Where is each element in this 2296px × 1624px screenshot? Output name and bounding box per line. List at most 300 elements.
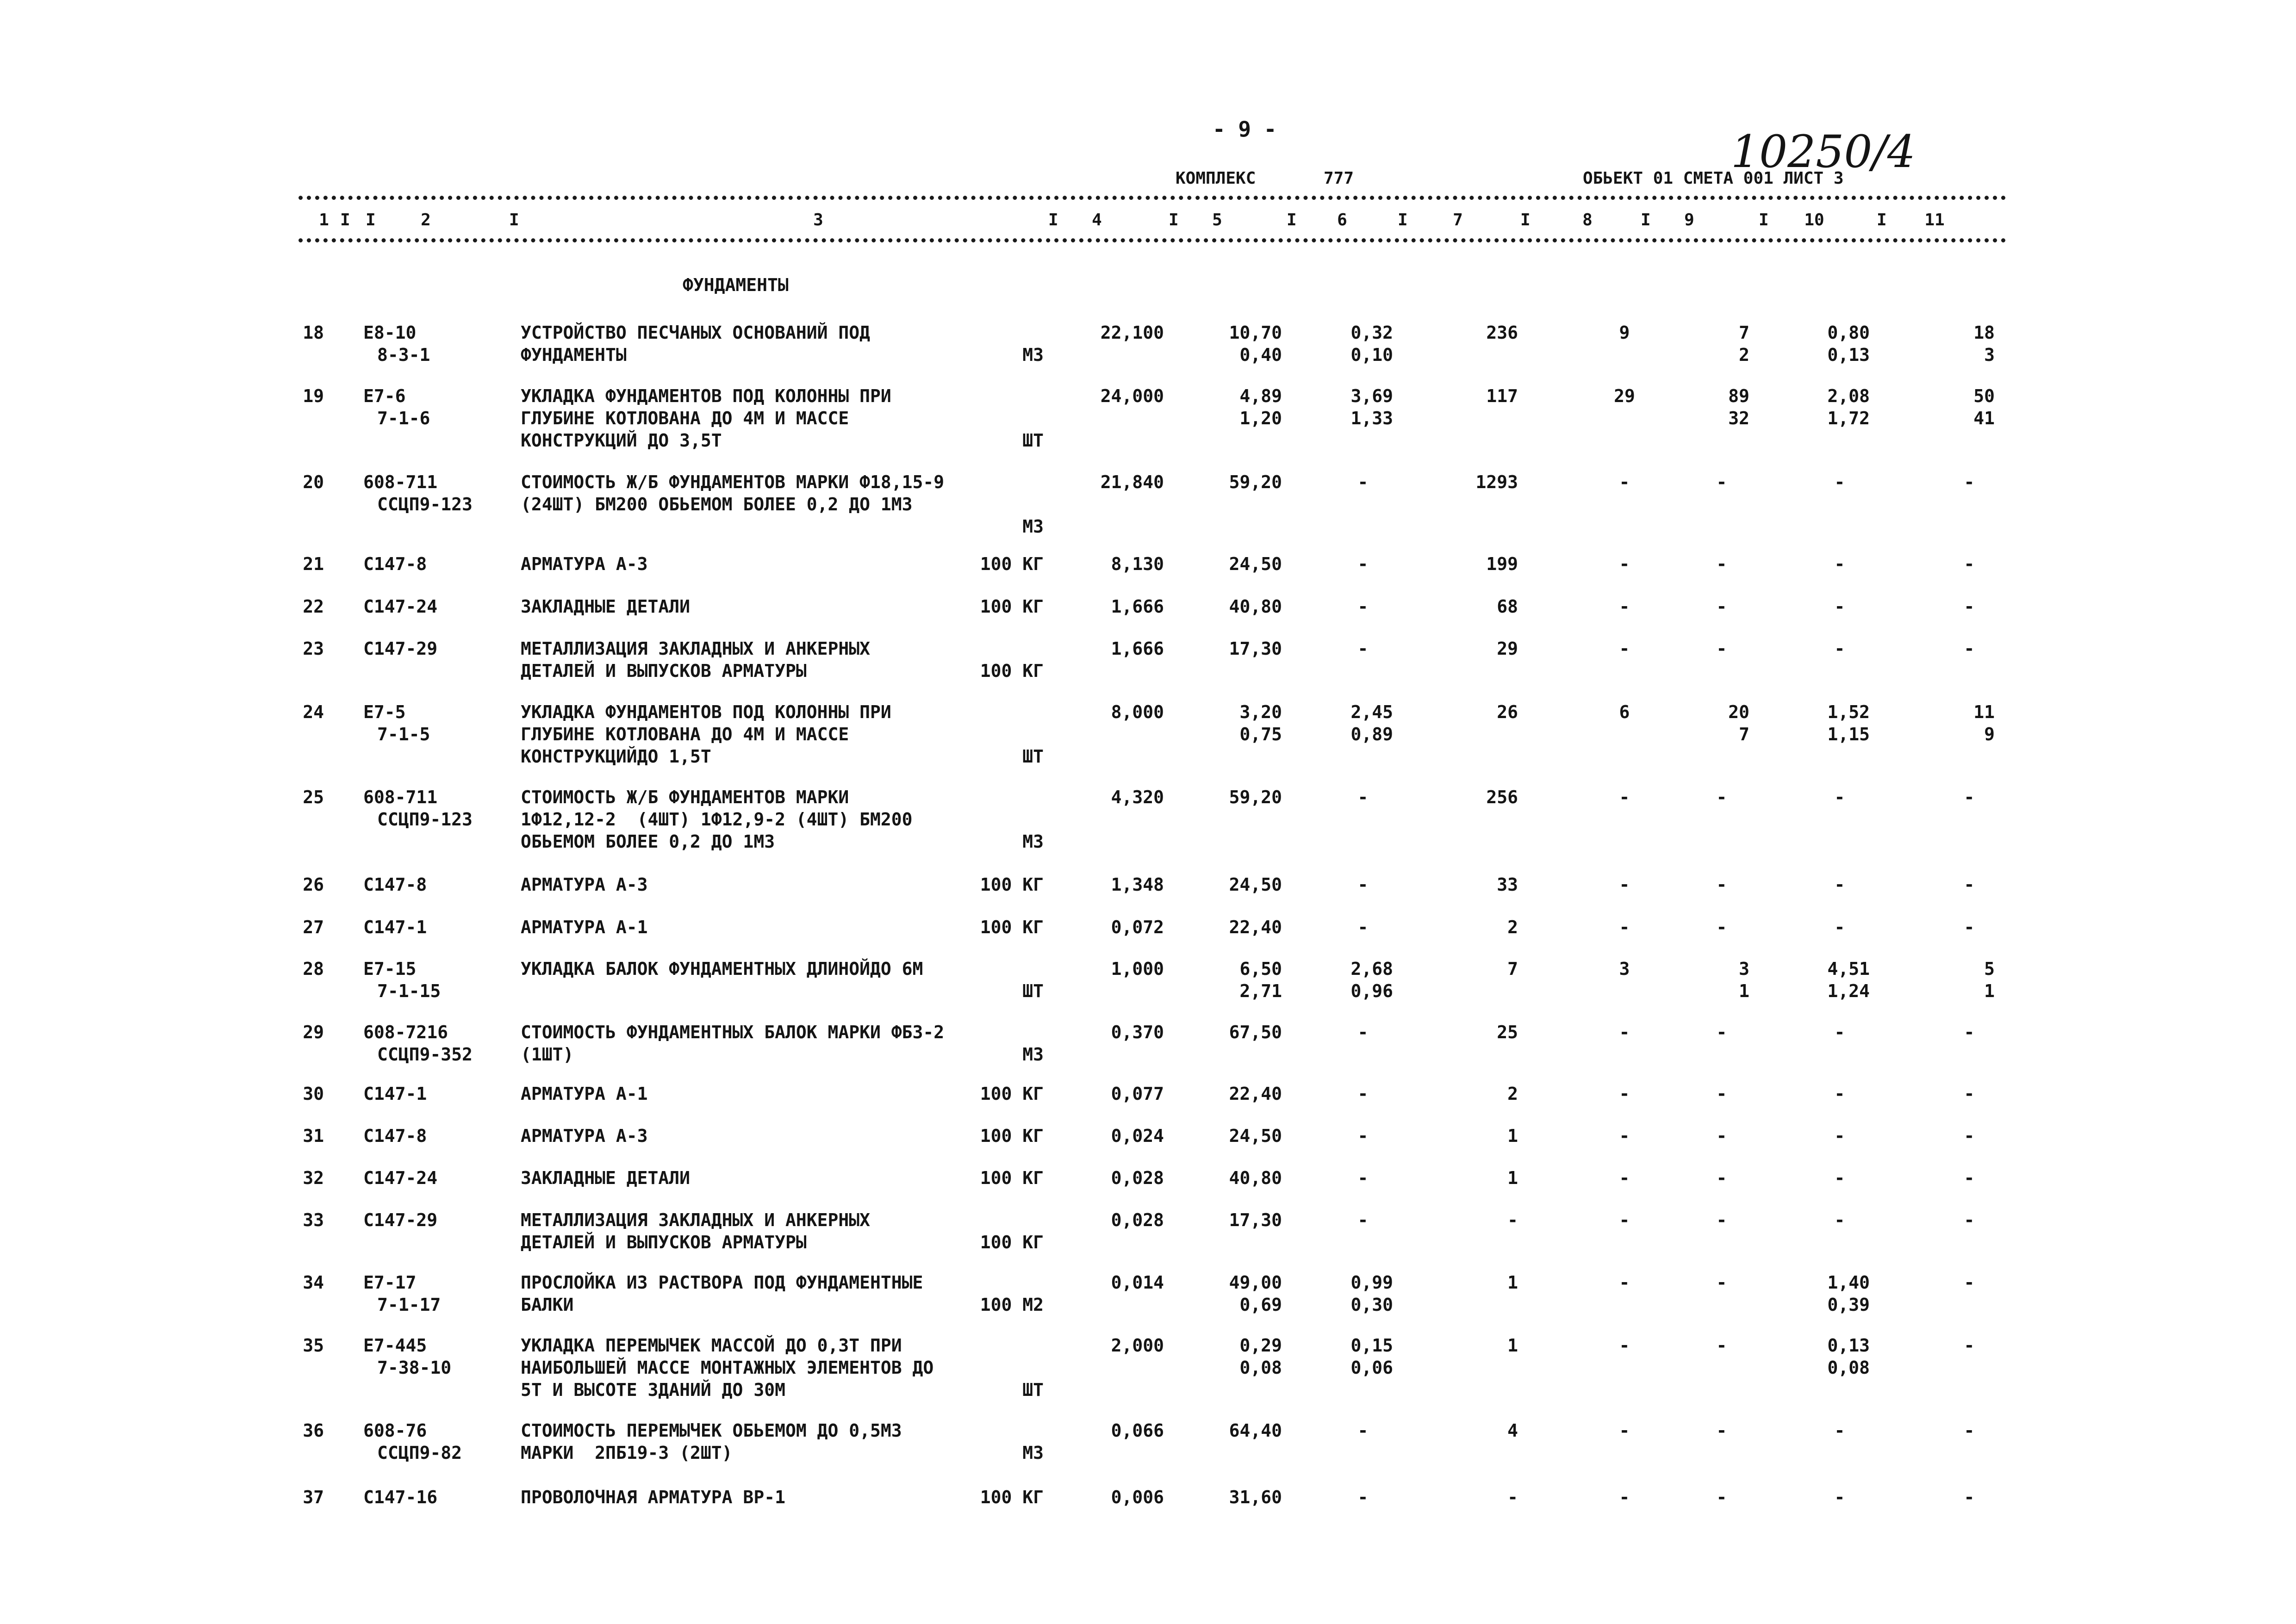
unit-of-measure: 100 КГ	[980, 554, 1044, 574]
unit-of-measure: 100 КГ	[980, 1487, 1044, 1507]
dash: -	[1716, 1487, 1727, 1507]
quantity: 0,006	[1111, 1487, 1164, 1507]
labor-norm: 0,13	[1827, 345, 1870, 365]
labor-total: 41	[1973, 408, 1995, 428]
unit-cost: 17,30	[1229, 1210, 1282, 1230]
unit-cost: 1,20	[1239, 408, 1282, 428]
total-cost: 1	[1507, 1126, 1518, 1146]
column-separator: I	[1759, 211, 1769, 229]
quantity: 8,130	[1111, 554, 1164, 574]
dash: -	[1357, 1084, 1369, 1104]
row-number: 24	[303, 702, 324, 722]
row-number: 21	[303, 554, 324, 574]
dash: -	[1834, 1210, 1845, 1230]
work-description: КОНСТРУКЦИЙДО 1,5Т	[521, 746, 711, 767]
work-description: АРМАТУРА А-3	[521, 1126, 648, 1146]
column-number: 2	[421, 211, 431, 229]
total-wage: 6	[1619, 702, 1630, 722]
quantity: 21,840	[1100, 472, 1164, 492]
quantity: 4,320	[1111, 787, 1164, 807]
rate-code: С147-24	[363, 596, 438, 617]
rate-code: Е8-10	[363, 322, 417, 343]
unit-of-measure: 100 КГ	[980, 1168, 1044, 1188]
column-number: 4	[1092, 211, 1102, 229]
work-description: АРМАТУРА А-1	[521, 1084, 648, 1104]
machine-cost: 7	[1739, 724, 1749, 744]
unit-wage: 1,33	[1350, 408, 1393, 428]
work-description: АРМАТУРА А-3	[521, 874, 648, 895]
rate-code: 608-711	[363, 472, 438, 492]
work-description: БАЛКИ	[521, 1295, 574, 1315]
work-description: МЕТАЛЛИЗАЦИЯ ЗАКЛАДНЫХ И АНКЕРНЫХ	[521, 1210, 870, 1230]
work-description: ЗАКЛАДНЫЕ ДЕТАЛИ	[521, 1168, 691, 1188]
total-cost: 2	[1507, 1084, 1518, 1104]
row-number: 18	[303, 322, 324, 343]
unit-cost: 2,71	[1239, 981, 1282, 1001]
dash: -	[1834, 787, 1845, 807]
unit-of-measure: 100 КГ	[980, 1126, 1044, 1146]
dash: -	[1964, 787, 1975, 807]
row-number: 28	[303, 959, 324, 979]
unit-of-measure: ШТ	[1022, 430, 1044, 451]
unit-wage: 0,15	[1350, 1335, 1393, 1356]
dash: -	[1834, 1420, 1845, 1441]
dash: -	[1964, 1335, 1975, 1356]
total-cost: 2	[1507, 917, 1518, 937]
dash: -	[1716, 554, 1727, 574]
total-wage: 9	[1619, 322, 1630, 343]
rate-code: С147-8	[363, 1126, 427, 1146]
unit-wage: 0,96	[1350, 981, 1393, 1001]
quantity: 0,066	[1111, 1420, 1164, 1441]
rate-code: Е7-5	[363, 702, 406, 722]
unit-cost: 24,50	[1229, 874, 1282, 895]
row-number: 32	[303, 1168, 324, 1188]
labor-total: 1	[1984, 981, 1995, 1001]
work-description: ГЛУБИНЕ КОТЛОВАНА ДО 4М И МАССЕ	[521, 408, 849, 428]
total-wage: -	[1619, 1272, 1630, 1293]
work-description: 5Т И ВЫСОТЕ ЗДАНИЙ ДО 30М	[521, 1380, 785, 1400]
labor-norm: 4,51	[1827, 959, 1870, 979]
labor-total: 9	[1984, 724, 1995, 744]
work-description: УКЛАДКА БАЛОК ФУНДАМЕНТНЫХ ДЛИНОЙДО 6М	[521, 959, 923, 979]
labor-total: 18	[1973, 322, 1995, 343]
dash: -	[1357, 1022, 1369, 1042]
work-description: ОБЬЕМОМ БОЛЕЕ 0,2 ДО 1М3	[521, 831, 775, 852]
rate-code: 7-1-6	[377, 408, 430, 428]
work-description: КОНСТРУКЦИЙ ДО 3,5Т	[521, 430, 722, 451]
rate-code: 7-38-10	[377, 1357, 452, 1378]
unit-cost: 67,50	[1229, 1022, 1282, 1042]
dash: -	[1716, 1084, 1727, 1104]
unit-cost: 6,50	[1239, 959, 1282, 979]
work-description: УКЛАДКА ФУНДАМЕНТОВ ПОД КОЛОННЫ ПРИ	[521, 702, 891, 722]
row-number: 30	[303, 1084, 324, 1104]
quantity: 1,348	[1111, 874, 1164, 895]
dash: -	[1834, 1084, 1845, 1104]
dash: -	[1964, 1210, 1975, 1230]
unit-wage: 2,45	[1350, 702, 1393, 722]
dash: -	[1964, 1487, 1975, 1507]
column-number: 9	[1684, 211, 1694, 229]
dash: -	[1716, 1126, 1727, 1146]
dash: -	[1964, 554, 1975, 574]
rate-code: С147-1	[363, 917, 427, 937]
unit-of-measure: М3	[1022, 345, 1044, 365]
row-number: 33	[303, 1210, 324, 1230]
unit-cost: 59,20	[1229, 472, 1282, 492]
dash: -	[1834, 596, 1845, 617]
rate-code: 608-7216	[363, 1022, 448, 1042]
labor-norm: 0,08	[1827, 1357, 1870, 1378]
column-separator: I	[340, 211, 350, 229]
unit-of-measure: 100 КГ	[980, 874, 1044, 895]
unit-of-measure: ШТ	[1022, 981, 1044, 1001]
total-wage: 29	[1614, 386, 1635, 406]
unit-cost: 10,70	[1229, 322, 1282, 343]
column-number: 8	[1582, 211, 1593, 229]
rate-code: ССЦП9-82	[377, 1443, 462, 1463]
dash: -	[1357, 917, 1369, 937]
total-wage: -	[1619, 787, 1630, 807]
rate-code: 8-3-1	[377, 345, 430, 365]
labor-total: 11	[1973, 702, 1995, 722]
unit-cost: 0,40	[1239, 345, 1282, 365]
total-cost: 4	[1507, 1420, 1518, 1441]
unit-of-measure: 100 М2	[980, 1295, 1044, 1315]
total-wage: -	[1619, 1084, 1630, 1104]
complex-label: КОМПЛЕКС	[1176, 169, 1256, 188]
rate-code: 7-1-5	[377, 724, 430, 744]
work-description: АРМАТУРА А-1	[521, 917, 648, 937]
dash: -	[1716, 638, 1727, 659]
row-number: 23	[303, 638, 324, 659]
unit-of-measure: 100 КГ	[980, 917, 1044, 937]
row-number: 20	[303, 472, 324, 492]
labor-norm: 2,08	[1827, 386, 1870, 406]
work-description: ФУНДАМЕНТЫ	[521, 345, 627, 365]
dash: -	[1716, 1420, 1727, 1441]
total-wage: -	[1619, 917, 1630, 937]
rate-code: Е7-445	[363, 1335, 427, 1356]
dash: -	[1357, 1420, 1369, 1441]
labor-total: 5	[1984, 959, 1995, 979]
dash: -	[1716, 472, 1727, 492]
dash: -	[1964, 1126, 1975, 1146]
labor-norm: 1,40	[1827, 1272, 1870, 1293]
dash: -	[1357, 1126, 1369, 1146]
quantity: 0,077	[1111, 1084, 1164, 1104]
dash: -	[1716, 1210, 1727, 1230]
rate-code: С147-8	[363, 554, 427, 574]
dash: -	[1357, 1487, 1369, 1507]
unit-cost: 22,40	[1229, 917, 1282, 937]
unit-wage: 2,68	[1350, 959, 1393, 979]
rate-code: ССЦП9-123	[377, 494, 473, 514]
work-description: (24ШТ) БМ200 ОБЬЕМОМ БОЛЕЕ 0,2 ДО 1М3	[521, 494, 913, 514]
work-description: ЗАКЛАДНЫЕ ДЕТАЛИ	[521, 596, 691, 617]
dash: -	[1834, 1022, 1845, 1042]
unit-wage: 0,32	[1350, 322, 1393, 343]
column-number: 3	[813, 211, 823, 229]
rate-code: 608-76	[363, 1420, 427, 1441]
quantity: 0,370	[1111, 1022, 1164, 1042]
column-number: 5	[1212, 211, 1222, 229]
labor-norm: 1,15	[1827, 724, 1870, 744]
labor-norm: 0,80	[1827, 322, 1870, 343]
total-wage: -	[1619, 472, 1630, 492]
total-wage: -	[1619, 1210, 1630, 1230]
quantity: 1,666	[1111, 638, 1164, 659]
total-cost: -	[1507, 1487, 1518, 1507]
dash: -	[1964, 1022, 1975, 1042]
rate-code: С147-29	[363, 1210, 438, 1230]
total-cost: 1	[1507, 1272, 1518, 1293]
total-wage: -	[1619, 1487, 1630, 1507]
unit-of-measure: 100 КГ	[980, 661, 1044, 681]
column-separator: I	[366, 211, 376, 229]
column-number: 11	[1924, 211, 1945, 229]
complex-value: 777	[1324, 169, 1354, 188]
unit-cost: 3,20	[1239, 702, 1282, 722]
column-separator: I	[1877, 211, 1887, 229]
column-separator: I	[1520, 211, 1531, 229]
total-cost: 68	[1497, 596, 1518, 617]
unit-cost: 64,40	[1229, 1420, 1282, 1441]
header-rule-bottom	[299, 238, 2006, 242]
column-separator: I	[1398, 211, 1408, 229]
dash: -	[1964, 874, 1975, 895]
unit-cost: 49,00	[1229, 1272, 1282, 1293]
dash: -	[1357, 874, 1369, 895]
header-rule-top	[299, 196, 2006, 200]
total-wage: -	[1619, 1168, 1630, 1188]
rate-code: Е7-17	[363, 1272, 417, 1293]
total-cost: 236	[1486, 322, 1518, 343]
unit-of-measure: 100 КГ	[980, 1084, 1044, 1104]
machine-cost: 1	[1739, 981, 1749, 1001]
column-separator: I	[1169, 211, 1179, 229]
dash: -	[1357, 638, 1369, 659]
dash: -	[1357, 554, 1369, 574]
row-number: 29	[303, 1022, 324, 1042]
unit-cost: 0,29	[1239, 1335, 1282, 1356]
work-description: ДЕТАЛЕЙ И ВЫПУСКОВ АРМАТУРЫ	[521, 1232, 807, 1252]
total-cost: 33	[1497, 874, 1518, 895]
work-description: НАИБОЛЬШЕЙ МАССЕ МОНТАЖНЫХ ЭЛЕМЕНТОВ ДО	[521, 1357, 934, 1378]
total-wage: -	[1619, 1022, 1630, 1042]
quantity: 2,000	[1111, 1335, 1164, 1356]
rate-code: 7-1-15	[377, 981, 441, 1001]
unit-cost: 31,60	[1229, 1487, 1282, 1507]
dash: -	[1716, 874, 1727, 895]
dash: -	[1964, 638, 1975, 659]
total-cost: 256	[1486, 787, 1518, 807]
object-info: ОБЬЕКТ 01 СМЕТА 001 ЛИСТ 3	[1583, 169, 1844, 188]
dash: -	[1834, 554, 1845, 574]
machine-cost: 32	[1728, 408, 1749, 428]
dash: -	[1716, 1272, 1727, 1293]
column-separator: I	[1641, 211, 1651, 229]
quantity: 24,000	[1100, 386, 1164, 406]
unit-of-measure: М3	[1022, 1044, 1044, 1065]
quantity: 0,028	[1111, 1210, 1164, 1230]
row-number: 25	[303, 787, 324, 807]
machine-cost: 7	[1739, 322, 1749, 343]
total-wage: -	[1619, 1126, 1630, 1146]
column-number: 10	[1804, 211, 1824, 229]
total-cost: 1	[1507, 1168, 1518, 1188]
labor-norm: 1,24	[1827, 981, 1870, 1001]
dash: -	[1834, 638, 1845, 659]
labor-total: 50	[1973, 386, 1995, 406]
labor-norm: 0,39	[1827, 1295, 1870, 1315]
section-title: ФУНДАМЕНТЫ	[683, 275, 789, 295]
column-separator: I	[1287, 211, 1297, 229]
unit-wage: 0,10	[1350, 345, 1393, 365]
total-wage: -	[1619, 596, 1630, 617]
dash: -	[1834, 1168, 1845, 1188]
column-number: 7	[1453, 211, 1463, 229]
quantity: 8,000	[1111, 702, 1164, 722]
dash: -	[1357, 596, 1369, 617]
unit-wage: 0,99	[1350, 1272, 1393, 1293]
unit-cost: 0,75	[1239, 724, 1282, 744]
handwritten-number: 10250/4	[1731, 126, 1916, 178]
dash: -	[1964, 1420, 1975, 1441]
unit-cost: 59,20	[1229, 787, 1282, 807]
total-cost: 117	[1486, 386, 1518, 406]
work-description: СТОИМОСТЬ Ж/Б ФУНДАМЕНТОВ МАРКИ Ф18,15-9	[521, 472, 945, 492]
rate-code: С147-24	[363, 1168, 438, 1188]
column-number: 1	[319, 211, 329, 229]
row-number: 19	[303, 386, 324, 406]
column-separator: I	[1048, 211, 1058, 229]
quantity: 1,000	[1111, 959, 1164, 979]
row-number: 34	[303, 1272, 324, 1293]
dash: -	[1716, 1168, 1727, 1188]
labor-norm: 1,52	[1827, 702, 1870, 722]
column-number: 6	[1337, 211, 1347, 229]
unit-cost: 4,89	[1239, 386, 1282, 406]
row-number: 35	[303, 1335, 324, 1356]
row-number: 26	[303, 874, 324, 895]
machine-cost: 3	[1739, 959, 1749, 979]
work-description: 1Ф12,12-2 (4ШТ) 1Ф12,9-2 (4ШТ) БМ200	[521, 809, 913, 830]
rate-code: ССЦП9-123	[377, 809, 473, 830]
labor-total: 3	[1984, 345, 1995, 365]
total-cost: 7	[1507, 959, 1518, 979]
unit-cost: 24,50	[1229, 554, 1282, 574]
row-number: 36	[303, 1420, 324, 1441]
machine-cost: 89	[1728, 386, 1749, 406]
labor-norm: 0,13	[1827, 1335, 1870, 1356]
unit-wage: 0,30	[1350, 1295, 1393, 1315]
dash: -	[1834, 1126, 1845, 1146]
work-description: (1ШТ)	[521, 1044, 574, 1065]
dash: -	[1716, 596, 1727, 617]
unit-cost: 0,69	[1239, 1295, 1282, 1315]
total-cost: 199	[1486, 554, 1518, 574]
dash: -	[1834, 472, 1845, 492]
work-description: ПРОСЛОЙКА ИЗ РАСТВОРА ПОД ФУНДАМЕНТНЫЕ	[521, 1272, 923, 1293]
dash: -	[1834, 1487, 1845, 1507]
work-description: СТОИМОСТЬ Ж/Б ФУНДАМЕНТОВ МАРКИ	[521, 787, 849, 807]
rate-code: С147-1	[363, 1084, 427, 1104]
unit-of-measure: ШТ	[1022, 1380, 1044, 1400]
row-number: 22	[303, 596, 324, 617]
dash: -	[1964, 1084, 1975, 1104]
total-cost: 1	[1507, 1335, 1518, 1356]
work-description: МАРКИ 2ПБ19-3 (2ШТ)	[521, 1443, 733, 1463]
rate-code: 608-711	[363, 787, 438, 807]
rate-code: С147-8	[363, 874, 427, 895]
rate-code: С147-29	[363, 638, 438, 659]
dash: -	[1716, 1335, 1727, 1356]
work-description: АРМАТУРА А-3	[521, 554, 648, 574]
unit-cost: 22,40	[1229, 1084, 1282, 1104]
work-description: СТОИМОСТЬ ФУНДАМЕНТНЫХ БАЛОК МАРКИ ФБ3-2	[521, 1022, 945, 1042]
work-description: ПРОВОЛОЧНАЯ АРМАТУРА ВР-1	[521, 1487, 785, 1507]
work-description: МЕТАЛЛИЗАЦИЯ ЗАКЛАДНЫХ И АНКЕРНЫХ	[521, 638, 870, 659]
total-cost: 29	[1497, 638, 1518, 659]
rate-code: Е7-6	[363, 386, 406, 406]
dash: -	[1834, 874, 1845, 895]
rate-code: 7-1-17	[377, 1295, 441, 1315]
row-number: 27	[303, 917, 324, 937]
unit-of-measure: 100 КГ	[980, 1232, 1044, 1252]
total-wage: -	[1619, 874, 1630, 895]
total-wage: -	[1619, 638, 1630, 659]
rate-code: Е7-15	[363, 959, 417, 979]
dash: -	[1964, 1168, 1975, 1188]
rate-code: С147-16	[363, 1487, 438, 1507]
dash: -	[1964, 917, 1975, 937]
total-wage: -	[1619, 1420, 1630, 1441]
column-separator: I	[509, 211, 519, 229]
machine-cost: 20	[1728, 702, 1749, 722]
unit-of-measure: М3	[1022, 1443, 1044, 1463]
total-wage: -	[1619, 554, 1630, 574]
dash: -	[1964, 472, 1975, 492]
unit-wage: 3,69	[1350, 386, 1393, 406]
quantity: 0,014	[1111, 1272, 1164, 1293]
unit-of-measure: М3	[1022, 516, 1044, 537]
machine-cost: 2	[1739, 345, 1749, 365]
quantity: 22,100	[1100, 322, 1164, 343]
dash: -	[1716, 917, 1727, 937]
total-cost: -	[1507, 1210, 1518, 1230]
unit-of-measure: ШТ	[1022, 746, 1044, 767]
total-cost: 1293	[1475, 472, 1518, 492]
quantity: 0,072	[1111, 917, 1164, 937]
work-description: УКЛАДКА ФУНДАМЕНТОВ ПОД КОЛОННЫ ПРИ	[521, 386, 891, 406]
work-description: УКЛАДКА ПЕРЕМЫЧЕК МАССОЙ ДО 0,3Т ПРИ	[521, 1335, 902, 1356]
dash: -	[1964, 1272, 1975, 1293]
unit-cost: 40,80	[1229, 1168, 1282, 1188]
unit-of-measure: М3	[1022, 831, 1044, 852]
dash: -	[1357, 1168, 1369, 1188]
unit-wage: 0,89	[1350, 724, 1393, 744]
unit-wage: 0,06	[1350, 1357, 1393, 1378]
total-wage: -	[1619, 1335, 1630, 1356]
quantity: 0,024	[1111, 1126, 1164, 1146]
unit-cost: 40,80	[1229, 596, 1282, 617]
dash: -	[1834, 917, 1845, 937]
dash: -	[1357, 472, 1369, 492]
work-description: УСТРОЙСТВО ПЕСЧАНЫХ ОСНОВАНИЙ ПОД	[521, 322, 870, 343]
row-number: 31	[303, 1126, 324, 1146]
